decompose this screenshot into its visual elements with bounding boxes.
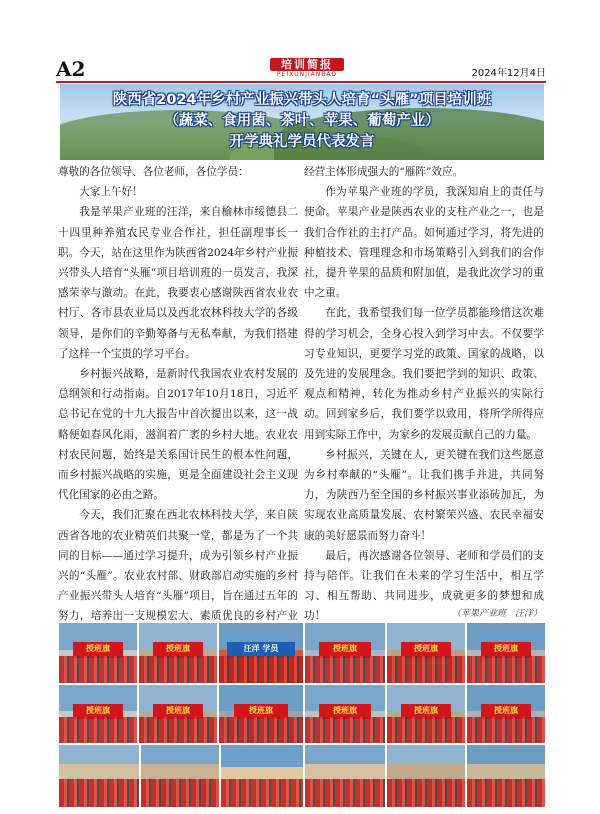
article-title [60, 90, 544, 153]
paragraph: 今天，我们汇聚在西北农林科技大学，来自陕西省各地的农业精英们共聚一堂，都是为了一个共同的目标——通过学习提升，成为引领乡村产业振兴的“头雁”。农业农村部、财政部启动实施的乡村产业振兴带头人培育“头雁”项目，旨在通过五年的努力，培养出一支规模宏大、素质优良的乡村产业 [58, 509, 298, 623]
group-photo [304, 744, 386, 808]
ceremony-photo: 授班旗 [58, 622, 138, 684]
title-line-3: 开学典礼学员代表发言 [229, 134, 375, 150]
page-header [56, 58, 546, 80]
ceremony-photo: 授班旗 [218, 684, 304, 744]
author-signature: （苹果产业班 汪洋） [451, 609, 542, 619]
article-column-left [58, 162, 298, 647]
header-rule [56, 81, 546, 83]
masthead-chinese: 培训简报 [270, 58, 344, 71]
group-photo [58, 744, 140, 808]
paragraph: 作为苹果产业班的学员，我深知肩上的责任与使命。苹果产业是陕西农业的支柱产业之一，也是我们合作社的主打产品。如何通过学习，将先进的种植技术、管理理念和市场策略引入到我们的合作社，提升苹果的品质和附加值，是我此次学习的重中之重。 [304, 186, 544, 300]
ceremony-photo: 授班旗 [466, 622, 546, 684]
page-number: A2 [56, 57, 86, 81]
ceremony-photo: 授班旗 [58, 684, 138, 744]
ceremony-photo: 授班旗 [386, 684, 466, 744]
paragraph: 乡村振兴战略，是新时代我国农业农村发展的总纲领和行动指南。自2017年10月18日，习近平总书记在党的十九大报告中首次提出以来，这一战略便如春风化雨，滋润着广袤的乡村大地。农业农村农民问题，始终是关系国计民生的根本性问题，而乡村振兴战略的实施，更是全面建设社会主义现代化国家的必由之路。 [58, 368, 298, 502]
ceremony-photo: 授班旗 [304, 622, 386, 684]
group-photo [140, 744, 220, 808]
masthead-pinyin: PEIXUNJIANBAO [276, 71, 338, 78]
article-column-right [304, 162, 544, 647]
ceremony-photo: 授班旗 [138, 684, 218, 744]
ceremony-photo: 授班旗 [386, 622, 466, 684]
issue-date: 2024年12月4日 [471, 68, 546, 79]
title-line-1: 陕西省2024年乡村产业振兴带头人培育“头雁”项目培训班 [112, 92, 492, 108]
title-banner [60, 84, 544, 160]
ceremony-photo: 汪洋 学员 [218, 622, 304, 684]
group-photo [386, 744, 466, 808]
title-line-2: （蔬菜、食用菌、茶叶、苹果、葡萄产业） [164, 113, 440, 129]
greeting: 大家上午好！ [79, 186, 143, 199]
ceremony-photo: 授班旗 [466, 684, 546, 744]
paragraph: 最后，再次感谢各位领导、老师和学员们的支持与陪伴。让我们在未来的学习生活中，相互学习、相互帮助、共同进步，成就更多的梦想和成功！ [304, 549, 544, 623]
group-photo [220, 744, 304, 808]
paragraph: 乡村振兴，关键在人，更关键在我们这些愿意为乡村奉献的“头雁”。让我们携手并进，共同努力，为陕西乃至全国的乡村振兴事业添砖加瓦，为实现农业高质量发展、农村繁荣兴盛、农民幸福安康的美好愿景而努力奋斗！ [304, 448, 544, 542]
group-photo [466, 744, 546, 808]
paragraph: 在此，我希望我们每一位学员都能珍惜这次难得的学习机会，全身心投入到学习中去。不仅要学习专业知识，更要学习党的政策、国家的战略，以及先进的发展理念。我们要把学到的知识、政策、观点和精神，转化为推动乡村产业振兴的实际行动。回到家乡后，我们要学以致用，将所学所得应用到实际工作中，为家乡的发展贡献自己的力量。 [304, 307, 544, 441]
newspaper-masthead [270, 58, 344, 79]
ceremony-photo: 授班旗 [138, 622, 218, 684]
ceremony-photo: 授班旗 [304, 684, 386, 744]
paragraph: 我是苹果产业班的汪洋，来自榆林市绥德县二十四里种养殖农民专业合作社，担任副理事长一职。今天，站在这里作为陕西省2024年乡村产业振兴带头人培育“头雁”项目培训班的一员发言，我深感荣幸与激动。在此，我要衷心感谢陕西省农业农村厅、各市县农业局以及西北农林科技大学的各级领导，是你们的辛勤筹备与无私奉献，为我们搭建了这样一个宝贵的学习平台。 [58, 206, 298, 360]
paragraph: 经营主体形成强大的“雁阵”效应。 [304, 166, 464, 178]
salutation: 尊敬的各位领导、各位老师，各位学员： [58, 166, 249, 178]
